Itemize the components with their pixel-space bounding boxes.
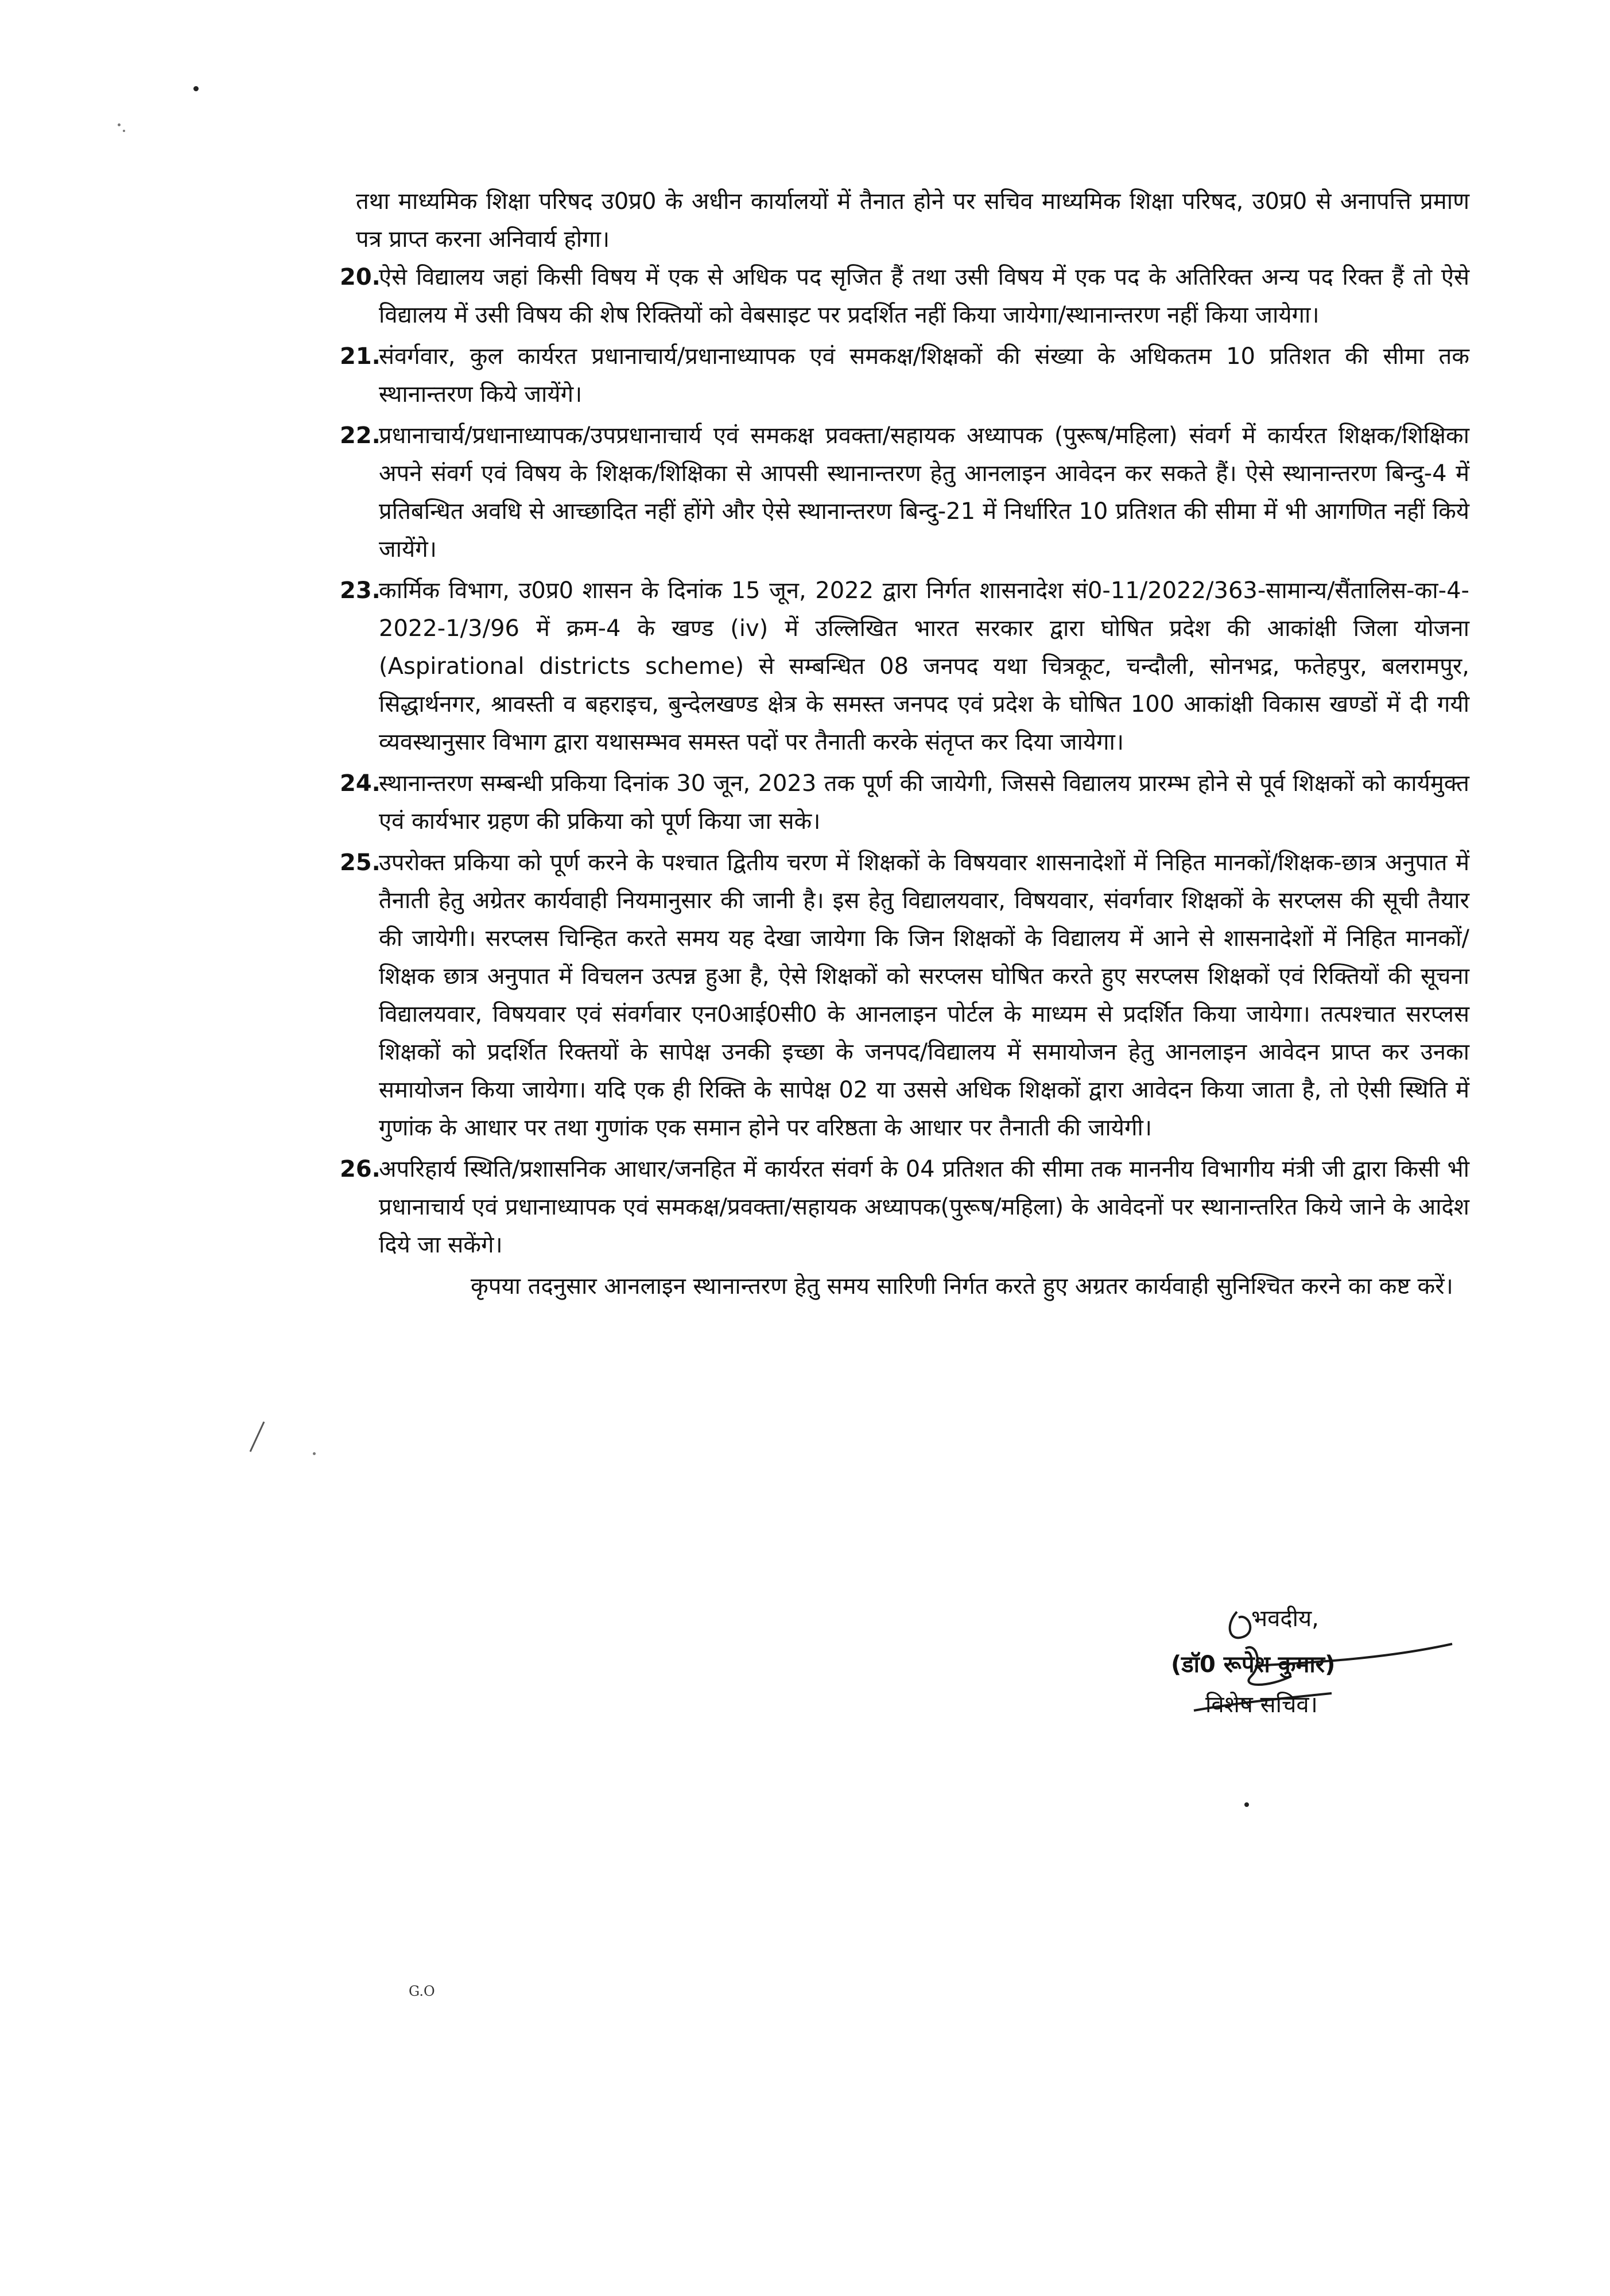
item-text: स्थानान्तरण सम्बन्धी प्रकिया दिनांक 30 जून, 2023 तक पूर्ण की जायेगी, जिससे विद्यालय प्रारम्भ होने से पूर्व शिक्षकों को कार्यमुक्त एवं कार्यभार ग्रहण की प्रकिया को पूर्ण किया जा सके। bbox=[379, 770, 1469, 835]
item-text: कार्मिक विभाग, उ0प्र0 शासन के दिनांक 15 जून, 2022 द्वारा निर्गत शासनादेश सं0-11/2022/363-सामान्य/सैंतालिस-का-4-2022-1/3/96 में क्रम-4 के खण्ड (iv) में उल्लिखित भारत सरकार द्वारा घोषित प्रदेश की आकांक्षी जिला योजना (Aspirational districts scheme) से सम्बन्धित 08 जनपद यथा चित्रकूट, चन्दौली, सोनभद्र, फतेहपुर, बलरामपुर, सिद्धार्थनगर, श्रावस्ती व बहराइच, बुन्देलखण्ड क्षेत्र के समस्त जनपद एवं प्रदेश के घोषित 100 आकांक्षी विकास खण्डों में दी गयी व्यवस्थानुसार विभाग द्वारा यथासम्भव समस्त पदों पर तैनाती करके संतृप्त कर दिया जायेगा। bbox=[379, 577, 1469, 755]
list-item-25 bbox=[340, 844, 1469, 1147]
list-item-20 bbox=[340, 258, 1469, 334]
item-text: संवर्गवार, कुल कार्यरत प्रधानाचार्य/प्रधानाध्यापक एवं समकक्ष/शिक्षकों की संख्या के अधिकतम 10 प्रतिशत की सीमा तक स्थानान्तरण किये जायेंगे। bbox=[379, 343, 1469, 408]
item-number: 20. bbox=[340, 264, 381, 290]
list-item-23 bbox=[340, 572, 1469, 761]
item-text: उपरोक्त प्रकिया को पूर्ण करने के पश्चात द्वितीय चरण में शिक्षकों के विषयवार शासनादेशों में निहित मानकों/शिक्षक-छात्र अनुपात में तैनाती हेतु अग्रेतर कार्यवाही नियमानुसार की जानी है। इस हेतु विद्यालयवार, विषयवार, संवर्गवार शिक्षकों के सरप्लस की सूची तैयार की जायेगी। सरप्लस चिन्हित करते समय यह देखा जायेगा कि जिन शिक्षकों के विद्यालय में आने से शासनादेशों में निहित मानकों/शिक्षक छात्र अनुपात में विचलन उत्पन्न हुआ है, ऐसे शिक्षकों को सरप्लस घोषित करते हुए सरप्लस शिक्षकों एवं रिक्तियों की सूचना विद्यालयवार, विषयवार एवं संवर्गवार एन0आई0सी0 के आनलाइन पोर्टल के माध्यम से प्रदर्शित किया जायेगा। तत्पश्चात सरप्लस शिक्षकों को प्रदर्शित रिक्तयों के सापेक्ष उनकी इच्छा के जनपद/विद्यालय में समायोजन हेतु आनलाइन आवेदन प्राप्त कर उनका समायोजन किया जायेगा। यदि एक ही रिक्ति के सापेक्ष 02 या उससे अधिक शिक्षकों द्वारा आवेदन किया जाता है, तो ऐसी स्थिति में गुणांक के आधार पर तथा गुणांक एक समान होने पर वरिष्ठता के आधार पर तैनाती की जायेगी। bbox=[379, 850, 1469, 1141]
scan-speck bbox=[123, 130, 125, 132]
item-number: 25. bbox=[340, 850, 381, 876]
list-item-24 bbox=[340, 765, 1469, 840]
item-number: 22. bbox=[340, 422, 381, 449]
item-number: 24. bbox=[340, 770, 381, 797]
item-number: 21. bbox=[340, 343, 381, 370]
continuation-paragraph: तथा माध्यमिक शिक्षा परिषद उ0प्र0 के अधीन कार्यालयों में तैनात होने पर सचिव माध्यमिक शिक्षा परिषद, उ0प्र0 से अनापत्ति प्रमाण पत्र प्राप्त करना अनिवार्य होगा। bbox=[356, 188, 1469, 253]
signatory-name: (डॉ0 रूपेश कुमार) bbox=[1171, 1651, 1336, 1678]
list-item-26 bbox=[340, 1150, 1469, 1264]
signature-block bbox=[1171, 1601, 1458, 1739]
signatory-designation: विशेष सचिव। bbox=[1205, 1692, 1318, 1718]
list-item-22 bbox=[340, 417, 1469, 568]
scan-speck bbox=[313, 1452, 316, 1455]
item-text: अपरिहार्य स्थिति/प्रशासनिक आधार/जनहित में कार्यरत संवर्ग के 04 प्रतिशत की सीमा तक माननीय विभागीय मंत्री जी द्वारा किसी भी प्रधानाचार्य एवं प्रधानाध्यापक एवं समकक्ष/प्रवक्ता/सहायक अध्यापक(पुरूष/महिला) के आवेदनों पर स्थानान्तरित किये जाने के आदेश दिये जा सकेंगे। bbox=[379, 1156, 1469, 1258]
scan-speck bbox=[118, 123, 121, 126]
scan-speck bbox=[193, 86, 199, 91]
item-number: 26. bbox=[340, 1156, 381, 1182]
document-body bbox=[340, 183, 1469, 1305]
signature-greeting: भवदीय, bbox=[1251, 1605, 1319, 1632]
scan-speck bbox=[1244, 1802, 1249, 1807]
closing-paragraph: कृपया तदनुसार आनलाइन स्थानान्तरण हेतु समय सारिणी निर्गत करते हुए अग्रतर कार्यवाही सुनिश्चित करने का कष्ट करें। bbox=[471, 1273, 1453, 1300]
item-text: प्रधानाचार्य/प्रधानाध्यापक/उपप्रधानाचार्य एवं समकक्ष प्रवक्ता/सहायक अध्यापक (पुरूष/महिला) संवर्ग में कार्यरत शिक्षक/शिक्षिका अपने संवर्ग एवं विषय के शिक्षक/शिक्षिका से आपसी स्थानान्तरण हेतु आनलाइन आवेदन कर सकते हैं। ऐसे स्थानान्तरण बिन्दु-4 में प्रतिबन्धित अवधि से आच्छादित नहीं होंगे और ऐसे स्थानान्तरण बिन्दु-21 में निर्धारित 10 प्रतिशत की सीमा में भी आगणित नहीं किये जायेंगे। bbox=[379, 422, 1469, 563]
item-number: 23. bbox=[340, 577, 381, 604]
scan-mark bbox=[247, 1421, 270, 1455]
footer-code: G.O bbox=[409, 1983, 435, 1999]
list-item-21 bbox=[340, 338, 1469, 413]
item-text: ऐसे विद्यालय जहां किसी विषय में एक से अधिक पद सृजित हैं तथा उसी विषय में एक पद के अतिरिक्त अन्य पद रिक्त हैं तो ऐसे विद्यालय में उसी विषय की शेष रिक्तियों को वेबसाइट पर प्रदर्शित नहीं किया जायेगा/स्थानान्तरण नहीं किया जायेगा। bbox=[379, 264, 1469, 328]
